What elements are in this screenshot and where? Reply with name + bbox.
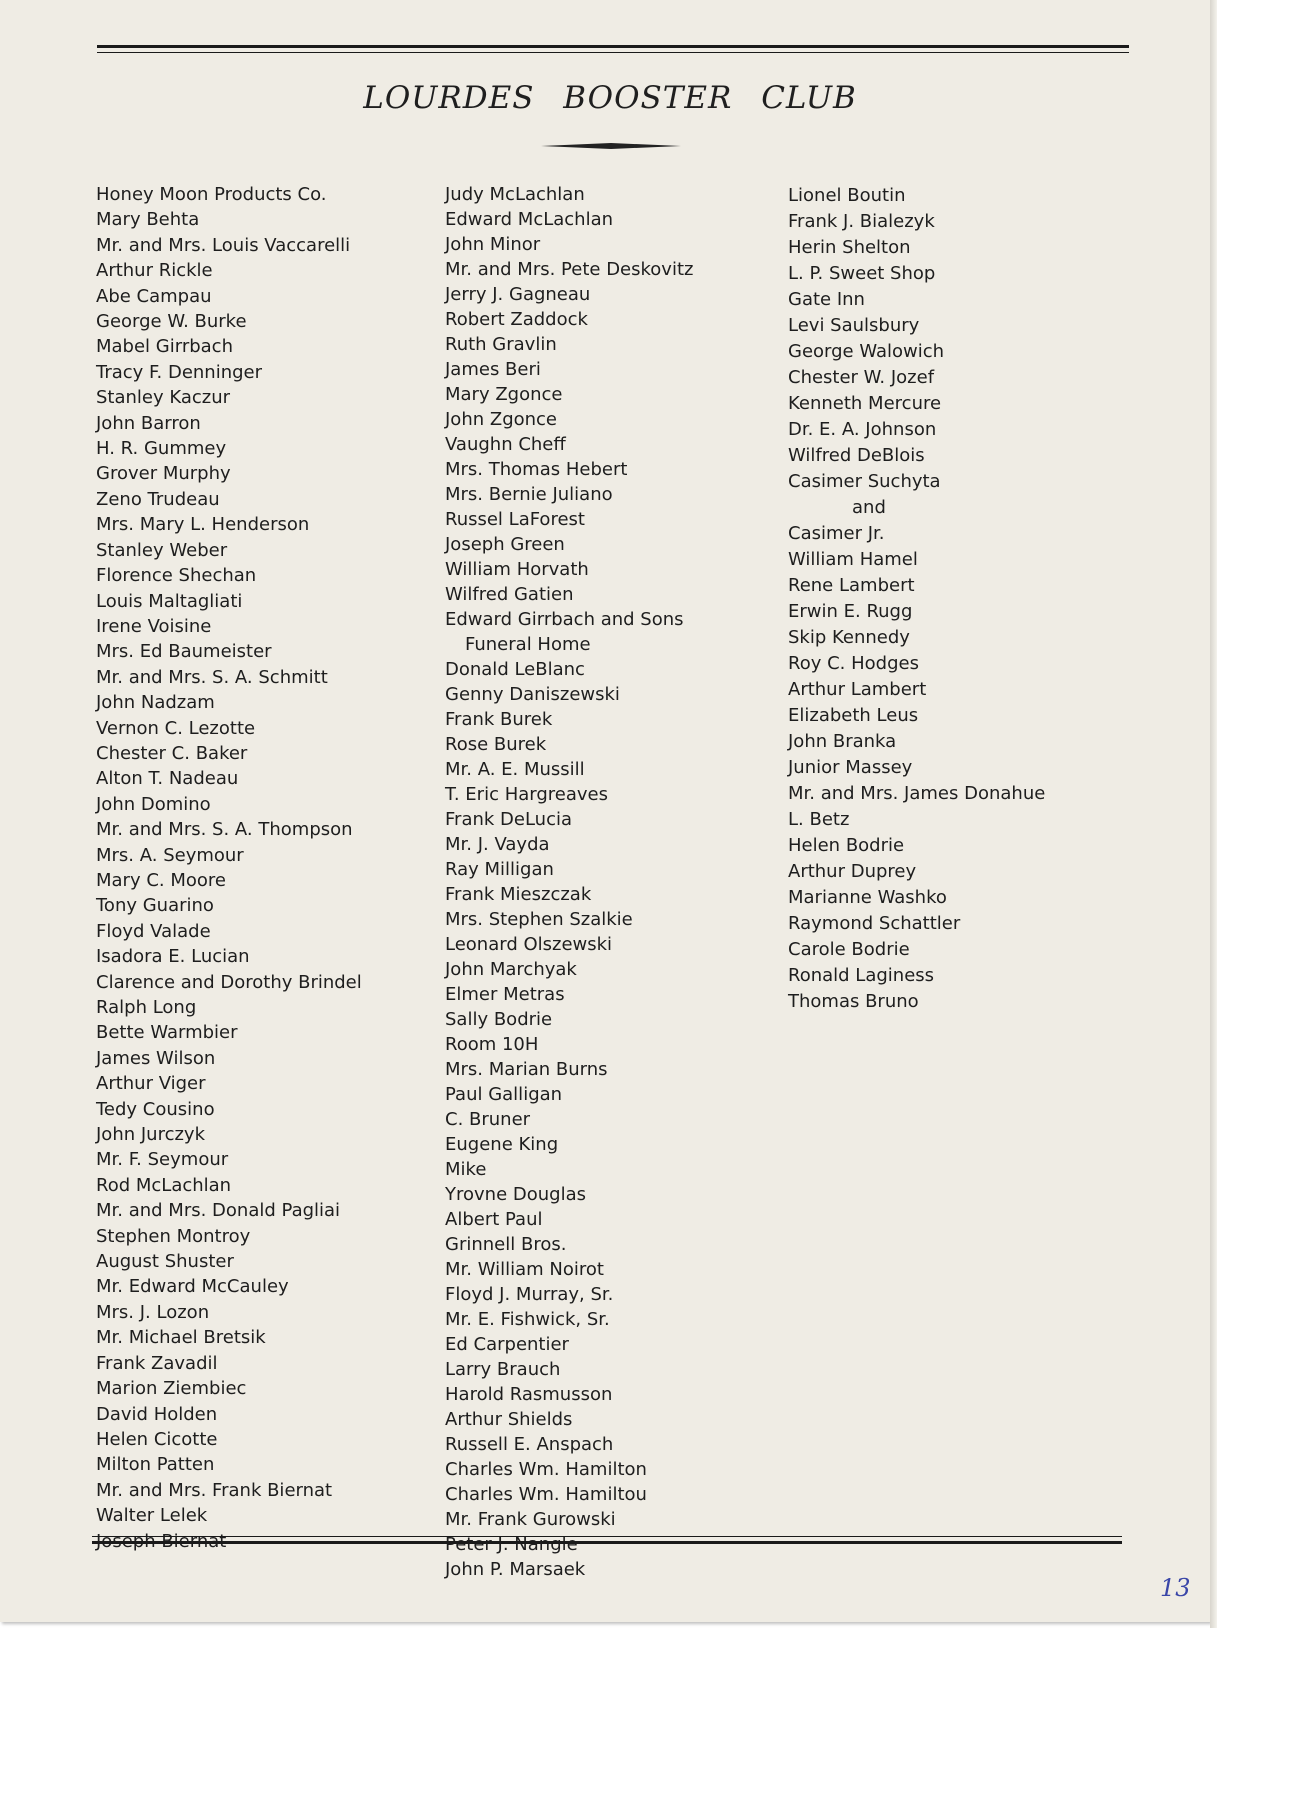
name-entry: Thomas Bruno (788, 991, 919, 1012)
name-entry: Tony Guarino (96, 895, 214, 917)
name-entry: Arthur Shields (445, 1409, 573, 1430)
name-entry: Joseph Green (445, 534, 565, 555)
name-entry: Helen Bodrie (788, 835, 905, 856)
name-entry: Arthur Lambert (788, 679, 927, 700)
name-entry: John Jurczyk (96, 1124, 206, 1146)
name-entry: John Barron (96, 412, 201, 434)
name-entry: Marion Ziembiec (96, 1378, 247, 1400)
name-entry: Mr. Edward McCauley (96, 1276, 289, 1298)
name-entry: Charles Wm. Hamilton (445, 1459, 647, 1480)
name-entry: Irene Voisine (96, 615, 212, 637)
name-entry: Louis Maltagliati (96, 590, 243, 612)
name-entry: Chester W. Jozef (788, 367, 935, 388)
name-entry: Mr. and Mrs. James Donahue (788, 783, 1046, 804)
name-entry: Mr. Frank Gurowski (445, 1509, 616, 1530)
name-entry: T. Eric Hargreaves (445, 784, 608, 805)
name-entry: Mr. and Mrs. Louis Vaccarelli (96, 234, 351, 256)
name-entry: August Shuster (96, 1251, 234, 1273)
name-entry: Honey Moon Products Co. (96, 184, 327, 205)
name-entry: Mr. and Mrs. S. A. Schmitt (96, 666, 328, 688)
bottom-rule (92, 1541, 1122, 1544)
name-entry: Floyd Valade (96, 920, 211, 942)
name-entry: Milton Patten (96, 1454, 215, 1476)
name-entry: Mary Zgonce (445, 384, 563, 405)
name-entry: Jerry J. Gagneau (445, 284, 591, 305)
name-entry: Mr. and Mrs. Donald Pagliai (96, 1200, 341, 1222)
name-entry: Funeral Home (465, 634, 591, 655)
name-entry: Gate Inn (788, 289, 865, 310)
name-entry: Mrs. Stephen Szalkie (445, 909, 633, 930)
name-entry: Lionel Boutin (788, 185, 906, 206)
name-entry: Mr. J. Vayda (445, 834, 550, 855)
name-entry: Genny Daniszewski (445, 684, 620, 705)
name-entry: Mrs. Marian Burns (445, 1059, 608, 1080)
name-entry: Mrs. A. Seymour (96, 844, 244, 866)
name-entry: Russell E. Anspach (445, 1434, 614, 1455)
name-entry: and (852, 497, 886, 518)
names-column-2 (445, 182, 693, 1582)
name-entry: William Horvath (445, 559, 589, 580)
name-entry: William Hamel (788, 549, 918, 570)
name-entry: Peter J. Nangle (445, 1534, 578, 1555)
name-entry: Mrs. J. Lozon (96, 1301, 210, 1323)
name-entry: Casimer Jr. (788, 523, 885, 544)
name-entry: Abe Campau (96, 285, 212, 307)
name-entry: Mr. and Mrs. Frank Biernat (96, 1479, 333, 1501)
name-entry: Mr. F. Seymour (96, 1149, 229, 1171)
name-entry: Mrs. Thomas Hebert (445, 459, 628, 480)
name-entry: Wilfred Gatien (445, 584, 574, 605)
name-entry: John Minor (445, 234, 541, 255)
name-entry: Albert Paul (445, 1209, 543, 1230)
name-entry: Florence Shechan (96, 565, 257, 587)
name-entry: Mabel Girrbach (96, 336, 233, 358)
name-entry: Casimer Suchyta (788, 471, 941, 492)
name-entry: Mary C. Moore (96, 869, 226, 891)
name-entry: James Wilson (96, 1047, 216, 1069)
name-entry: Ralph Long (96, 997, 197, 1018)
names-column-1 (96, 182, 362, 1554)
name-entry: Mr. A. E. Mussill (445, 759, 585, 780)
name-entry: C. Bruner (445, 1109, 531, 1130)
name-entry: John Marchyak (445, 959, 577, 980)
name-entry: Mr. E. Fishwick, Sr. (445, 1309, 610, 1330)
name-entry: Sally Bodrie (445, 1009, 553, 1030)
name-entry: L. Betz (788, 809, 850, 830)
name-entry: Floyd J. Murray, Sr. (445, 1284, 614, 1305)
name-entry: Ronald Laginess (788, 965, 935, 986)
name-entry: Robert Zaddock (445, 309, 588, 330)
name-entry: Yrovne Douglas (445, 1184, 586, 1205)
top-rule-thin (97, 52, 1129, 53)
name-entry: L. P. Sweet Shop (788, 263, 936, 284)
name-entry: Stephen Montroy (96, 1225, 251, 1247)
name-entry: Frank DeLucia (445, 809, 573, 830)
name-entry: George Walowich (788, 341, 945, 362)
name-entry: Russel LaForest (445, 509, 585, 530)
bottom-rule-thin (92, 1536, 1122, 1537)
name-entry: Mrs. Bernie Juliano (445, 484, 613, 505)
name-entry: Roy C. Hodges (788, 653, 919, 674)
name-entry: Levi Saulsbury (788, 315, 920, 336)
name-entry: George W. Burke (96, 311, 247, 333)
name-entry: Joseph Biernat (96, 1530, 227, 1552)
name-entry: Alton T. Nadeau (96, 768, 239, 790)
name-entry: Grinnell Bros. (445, 1234, 567, 1255)
name-entry: Room 10H (445, 1034, 539, 1055)
name-entry: Helen Cicotte (96, 1428, 218, 1450)
name-entry: Mike (445, 1159, 487, 1180)
name-entry: Mr. William Noirot (445, 1259, 604, 1280)
name-entry: Elmer Metras (445, 984, 565, 1005)
name-entry: Frank J. Bialezyk (788, 211, 935, 232)
name-entry: Marianne Washko (788, 887, 947, 908)
name-entry: John P. Marsaek (445, 1559, 586, 1580)
name-entry: Donald LeBlanc (445, 659, 585, 680)
name-entry: John Branka (788, 731, 897, 752)
name-entry: H. R. Gummey (96, 438, 227, 460)
name-entry: Stanley Weber (96, 539, 228, 561)
name-entry: Isadora E. Lucian (96, 946, 250, 968)
name-entry: Frank Burek (445, 709, 553, 730)
name-entry: Raymond Schattler (788, 913, 961, 934)
name-entry: Eugene King (445, 1134, 559, 1155)
name-entry: Frank Zavadil (96, 1352, 218, 1374)
name-entry: John Domino (96, 793, 211, 815)
name-entry: Carole Bodrie (788, 939, 910, 960)
name-entry: Ruth Gravlin (445, 334, 557, 355)
name-entry: Mrs. Mary L. Henderson (96, 514, 310, 536)
page-edge (1210, 0, 1217, 1628)
name-entry: Harold Rasmusson (445, 1384, 613, 1405)
name-entry: Elizabeth Leus (788, 705, 919, 726)
name-entry: Leonard Olszewski (445, 934, 613, 955)
name-entry: Arthur Rickle (96, 260, 213, 282)
name-entry: Bette Warmbier (96, 1022, 238, 1044)
names-column-3 (788, 183, 1045, 1015)
name-entry: Dr. E. A. Johnson (788, 419, 937, 440)
name-entry: Ray Milligan (445, 859, 554, 880)
name-entry: Herin Shelton (788, 237, 911, 258)
top-rule (97, 45, 1129, 48)
name-entry: Zeno Trudeau (96, 488, 220, 510)
name-entry: Vaughn Cheff (445, 434, 566, 455)
name-entry: Larry Brauch (445, 1359, 561, 1380)
name-entry: Ed Carpentier (445, 1334, 569, 1355)
name-entry: Edward Girrbach and Sons (445, 609, 684, 630)
name-entry: James Beri (445, 359, 541, 380)
name-entry: Clarence and Dorothy Brindel (96, 971, 362, 993)
name-entry: Mr. and Mrs. Pete Deskovitz (445, 259, 694, 280)
name-entry: Mr. and Mrs. S. A. Thompson (96, 819, 353, 841)
name-entry: Rod McLachlan (96, 1174, 232, 1196)
name-entry: Wilfred DeBlois (788, 445, 925, 466)
name-entry: John Zgonce (445, 409, 558, 430)
name-entry: Chester C. Baker (96, 742, 248, 764)
name-entry: Arthur Viger (96, 1073, 206, 1095)
name-entry: Skip Kennedy (788, 627, 910, 648)
name-entry: Tracy F. Denninger (96, 361, 263, 383)
name-entry: Frank Mieszczak (445, 884, 592, 905)
name-entry: Charles Wm. Hamiltou (445, 1484, 647, 1505)
name-entry: Junior Massey (788, 757, 913, 778)
name-entry: Grover Murphy (96, 463, 231, 485)
name-entry: Tedy Cousino (96, 1098, 215, 1120)
name-entry: Rose Burek (445, 734, 547, 755)
name-entry: John Nadzam (96, 692, 215, 714)
name-entry: Arthur Duprey (788, 861, 917, 882)
name-entry: David Holden (96, 1403, 218, 1425)
name-entry: Vernon C. Lezotte (96, 717, 256, 739)
title-ornament (541, 143, 681, 149)
name-entry: Edward McLachlan (445, 209, 614, 230)
name-entry: Walter Lelek (96, 1505, 208, 1527)
name-entry: Kenneth Mercure (788, 393, 942, 414)
page-title: LOURDES BOOSTER CLUB (363, 80, 857, 116)
page-number: 13 (1160, 1574, 1191, 1602)
name-entry: Mary Behta (96, 209, 200, 231)
name-entry: Erwin E. Rugg (788, 601, 913, 622)
name-entry: Paul Galligan (445, 1084, 563, 1105)
name-entry: Judy McLachlan (445, 184, 585, 205)
name-entry: Rene Lambert (788, 575, 915, 596)
name-entry: Mrs. Ed Baumeister (96, 641, 272, 663)
name-entry: Stanley Kaczur (96, 387, 231, 409)
name-entry: Mr. Michael Bretsik (96, 1327, 266, 1349)
